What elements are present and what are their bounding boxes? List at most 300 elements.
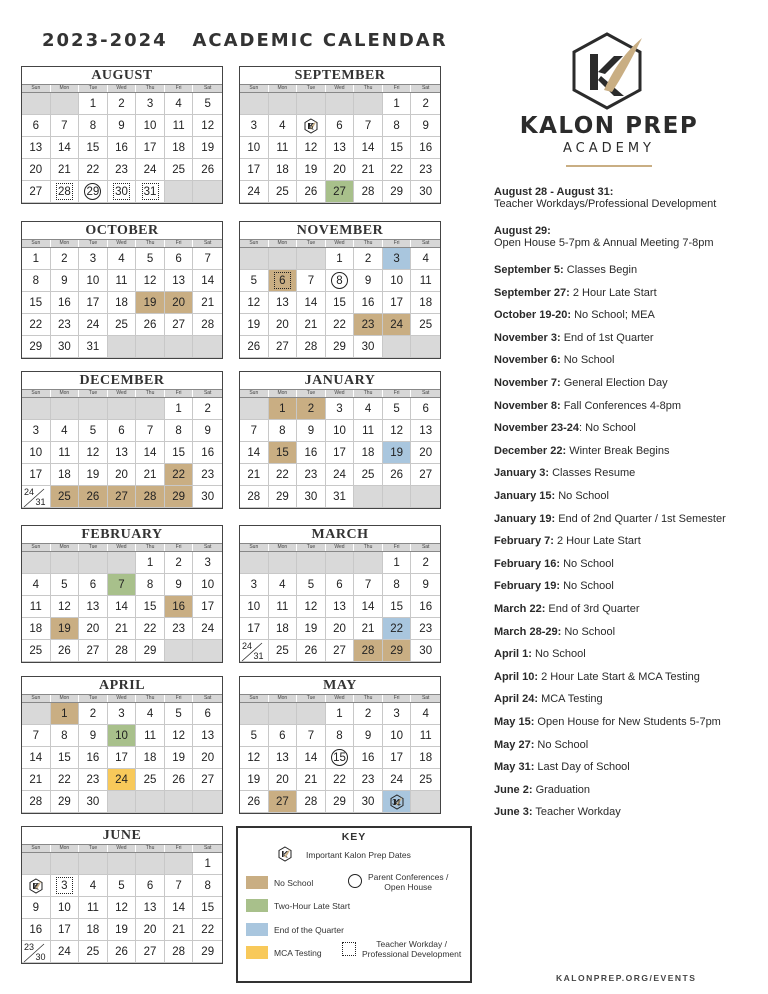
- empty-day-cell: [193, 791, 222, 813]
- day-cell: 24: [108, 769, 137, 791]
- empty-day-cell: [240, 93, 269, 115]
- day-cell: 26: [383, 464, 412, 486]
- day-cell: 14: [165, 897, 194, 919]
- day-cell: 27: [269, 791, 298, 813]
- event-item: February 19: No School: [494, 580, 614, 593]
- day-cell: 18: [51, 464, 80, 486]
- day-cell: 10: [79, 270, 108, 292]
- day-cell: 22: [326, 769, 355, 791]
- month-name: AUGUST: [91, 68, 153, 83]
- weekday-label: Sun: [240, 695, 269, 702]
- month-name: MAY: [323, 678, 357, 693]
- day-cell: 23: [193, 464, 222, 486]
- day-cell: 16: [297, 442, 326, 464]
- day-cell: 27: [22, 181, 51, 203]
- day-cell: 16: [79, 747, 108, 769]
- day-cell: 5: [136, 248, 165, 270]
- day-cell: 24: [79, 314, 108, 336]
- day-cell: 27: [79, 640, 108, 662]
- weekday-label: Wed: [108, 845, 137, 852]
- weekday-label: Sat: [203, 85, 212, 91]
- day-cell: 11: [51, 442, 80, 464]
- day-cell: 29: [383, 181, 412, 203]
- event-item: December 22: Winter Break Begins: [494, 444, 670, 457]
- empty-day-cell: [165, 181, 194, 203]
- day-cell: 31: [79, 336, 108, 358]
- weekday-header: [240, 84, 440, 93]
- weekday-label: Thu: [136, 544, 165, 551]
- day-cell: 11: [22, 596, 51, 618]
- day-cell: 10: [136, 115, 165, 137]
- day-cell: 16: [411, 596, 440, 618]
- day-cell: 29: [326, 791, 355, 813]
- empty-day-cell: [269, 93, 298, 115]
- day-cell: 5: [51, 574, 80, 596]
- day-cell: 26: [297, 640, 326, 662]
- day-cell: 16: [165, 596, 194, 618]
- day-cell: 27: [108, 486, 137, 508]
- weekday-header: [22, 543, 222, 552]
- day-cell: 13: [79, 596, 108, 618]
- day-cell: 6: [269, 725, 298, 747]
- weekday-label: Fri: [383, 85, 412, 92]
- day-cell: 7: [297, 270, 326, 292]
- day-cell: 20: [165, 292, 194, 314]
- weekday-label: Tue: [297, 85, 326, 92]
- day-cell: 9: [22, 897, 51, 919]
- day-cell: 17: [326, 442, 355, 464]
- day-cell: 19: [297, 159, 326, 181]
- empty-day-cell: [411, 791, 440, 813]
- day-cell: 9: [108, 115, 137, 137]
- day-cell: 26: [240, 336, 269, 358]
- month-december: [21, 371, 223, 509]
- day-cell: 29: [193, 941, 222, 963]
- day-cell: 19: [297, 618, 326, 640]
- weekday-label: Sun: [22, 85, 51, 92]
- day-cell: 22: [383, 618, 412, 640]
- weekday-header: [22, 694, 222, 703]
- day-cell: 2: [297, 398, 326, 420]
- day-cell: 9: [165, 574, 194, 596]
- day-cell: 22: [383, 159, 412, 181]
- day-cell: 3: [240, 115, 269, 137]
- day-cell: 17: [240, 159, 269, 181]
- day-cell: 10: [51, 897, 80, 919]
- day-cell: 29: [51, 791, 80, 813]
- empty-day-cell: [165, 853, 194, 875]
- day-cell: 5: [108, 875, 137, 897]
- empty-day-cell: [240, 398, 269, 420]
- event-item: May 31: Last Day of School: [494, 761, 630, 774]
- weekday-label: Sat: [203, 240, 212, 246]
- month-june: [21, 826, 223, 964]
- event-item: March 22: End of 3rd Quarter: [494, 603, 640, 615]
- weekday-label: Mon: [51, 845, 80, 852]
- day-cell: 14: [108, 596, 137, 618]
- weekday-label: Fri: [165, 845, 194, 852]
- day-cell: 1: [51, 703, 80, 725]
- day-cell: 5: [297, 115, 326, 137]
- day-cell: 18: [22, 618, 51, 640]
- day-cell: 12: [383, 420, 412, 442]
- day-cell: 14: [22, 747, 51, 769]
- day-cell: 23: [354, 314, 383, 336]
- weekday-label: Sun: [240, 240, 269, 247]
- event-item: January 19: End of 2nd Quarter / 1st Semester: [494, 512, 726, 525]
- day-cell: 15: [22, 292, 51, 314]
- empty-day-cell: [411, 336, 440, 358]
- day-cell: 28: [297, 336, 326, 358]
- weekday-label: Sun: [22, 695, 51, 702]
- day-cell: 30: [108, 181, 137, 203]
- day-cell: 24: [136, 159, 165, 181]
- weekday-header: [22, 389, 222, 398]
- day-cell: 22: [51, 769, 80, 791]
- weekday-label: Mon: [269, 85, 298, 92]
- day-cell: 26: [297, 181, 326, 203]
- day-cell: 14: [354, 137, 383, 159]
- event-item: November 23-24: No School: [494, 422, 636, 435]
- day-cell: 22: [165, 464, 194, 486]
- day-cell: 6: [136, 875, 165, 897]
- day-cell: 17: [193, 596, 222, 618]
- day-cell: 7: [354, 115, 383, 137]
- empty-day-cell: [108, 398, 137, 420]
- day-cell: 10: [22, 442, 51, 464]
- day-cell: 3: [383, 248, 412, 270]
- day-cell: 28: [51, 181, 80, 203]
- empty-day-cell: [297, 703, 326, 725]
- day-cell: 9: [297, 420, 326, 442]
- weekday-label: Thu: [354, 544, 383, 551]
- day-cell: 11: [165, 115, 194, 137]
- day-cell: 18: [354, 442, 383, 464]
- day-cell: 18: [411, 292, 440, 314]
- day-cell: 29: [79, 181, 108, 203]
- day-cell: 15: [79, 137, 108, 159]
- day-cell: 10: [326, 420, 355, 442]
- weekday-label: Mon: [269, 544, 298, 551]
- empty-day-cell: [136, 853, 165, 875]
- empty-day-cell: [383, 336, 412, 358]
- day-cell-split: 23 30: [22, 941, 51, 963]
- day-cell: 14: [297, 292, 326, 314]
- event-item: March 28-29: No School: [494, 625, 616, 638]
- day-cell: 30: [79, 791, 108, 813]
- day-cell: 9: [411, 574, 440, 596]
- month-name: NOVEMBER: [296, 223, 384, 238]
- day-cell: 19: [51, 618, 80, 640]
- day-cell: 3: [136, 93, 165, 115]
- day-cell: 17: [79, 292, 108, 314]
- weekday-label: Tue: [297, 390, 326, 397]
- day-cell: 18: [79, 919, 108, 941]
- day-cell: 28: [22, 791, 51, 813]
- day-cell: 16: [22, 919, 51, 941]
- weekday-label: Fri: [165, 240, 194, 247]
- key-end-quarter-swatch: [246, 923, 268, 936]
- day-cell: 12: [165, 725, 194, 747]
- day-cell: 30: [411, 181, 440, 203]
- day-cell: 23: [411, 618, 440, 640]
- day-cell: 8: [326, 270, 355, 292]
- day-cell: 15: [269, 442, 298, 464]
- day-cell: 21: [22, 769, 51, 791]
- day-cell: 7: [193, 248, 222, 270]
- empty-day-cell: [136, 336, 165, 358]
- day-cell: 21: [297, 769, 326, 791]
- weekday-label: Sat: [421, 695, 430, 701]
- day-cell: 9: [411, 115, 440, 137]
- day-cell: 14: [136, 442, 165, 464]
- day-cell: 8: [51, 725, 80, 747]
- day-cell: 11: [136, 725, 165, 747]
- day-cell: 4: [411, 703, 440, 725]
- day-cell: 11: [79, 897, 108, 919]
- weekday-label: Sat: [203, 845, 212, 851]
- day-cell: 14: [354, 596, 383, 618]
- day-cell: 12: [240, 747, 269, 769]
- month-february: [21, 525, 223, 663]
- weekday-label: Sun: [240, 85, 269, 92]
- empty-day-cell: [193, 181, 222, 203]
- weekday-label: Fri: [165, 544, 194, 551]
- day-cell: 29: [165, 486, 194, 508]
- page-title: 2023-2024 ACADEMIC CALENDAR: [42, 30, 448, 51]
- empty-day-cell: [297, 552, 326, 574]
- day-cell: 6: [165, 248, 194, 270]
- day-cell: 5: [165, 703, 194, 725]
- day-cell: 4: [354, 398, 383, 420]
- day-cell: 15: [51, 747, 80, 769]
- event-item: November 7: General Election Day: [494, 377, 668, 389]
- month-march: [239, 525, 441, 663]
- day-cell: 8: [383, 574, 412, 596]
- day-cell: 25: [411, 314, 440, 336]
- day-cell-split: 24 31: [22, 486, 51, 508]
- empty-day-cell: [22, 93, 51, 115]
- day-cell: 3: [383, 703, 412, 725]
- day-cell: 23: [411, 159, 440, 181]
- weekday-label: Mon: [51, 390, 80, 397]
- day-cell: 8: [79, 115, 108, 137]
- event-item: April 10: 2 Hour Late Start & MCA Testing: [494, 670, 700, 683]
- day-cell: 17: [108, 747, 137, 769]
- day-cell: 9: [354, 270, 383, 292]
- weekday-label: Thu: [136, 845, 165, 852]
- day-cell: 19: [240, 314, 269, 336]
- day-cell: 17: [51, 919, 80, 941]
- key-dotted-box-icon: [342, 942, 356, 956]
- month-april: [21, 676, 223, 814]
- day-cell: 7: [165, 875, 194, 897]
- day-cell: 10: [383, 725, 412, 747]
- event-item: September 27: 2 Hour Late Start: [494, 286, 657, 299]
- day-cell: 8: [193, 875, 222, 897]
- day-cell: 6: [326, 115, 355, 137]
- weekday-header: [22, 84, 222, 93]
- weekday-label: Tue: [79, 544, 108, 551]
- day-cell: 16: [411, 137, 440, 159]
- empty-day-cell: [269, 552, 298, 574]
- weekday-label: Wed: [108, 544, 137, 551]
- day-cell: 13: [326, 137, 355, 159]
- empty-day-cell: [51, 853, 80, 875]
- day-cell: 15: [136, 596, 165, 618]
- day-cell: 14: [51, 137, 80, 159]
- day-cell: 6: [269, 270, 298, 292]
- event-item: November 8: Fall Conferences 4-8pm: [494, 399, 682, 412]
- event-item: August 28 - August 31: Teacher Workdays/Professional Development: [494, 186, 717, 210]
- empty-day-cell: [136, 398, 165, 420]
- day-cell: 25: [79, 941, 108, 963]
- day-cell: 8: [136, 574, 165, 596]
- day-cell: 1: [22, 248, 51, 270]
- day-cell: 28: [297, 791, 326, 813]
- day-cell: 12: [297, 596, 326, 618]
- day-cell: 23: [354, 769, 383, 791]
- day-cell: 19: [136, 292, 165, 314]
- empty-day-cell: [354, 552, 383, 574]
- day-cell: 20: [193, 747, 222, 769]
- day-cell: 4: [136, 703, 165, 725]
- weekday-label: Mon: [269, 240, 298, 247]
- day-cell: 22: [326, 314, 355, 336]
- weekday-label: Wed: [326, 390, 355, 397]
- day-cell: 4: [269, 574, 298, 596]
- key-workday-label: Teacher Workday / Professional Development: [362, 939, 462, 959]
- weekday-label: Sun: [240, 544, 269, 551]
- day-cell: 31: [326, 486, 355, 508]
- day-cell: 13: [411, 420, 440, 442]
- weekday-label: Wed: [108, 390, 137, 397]
- day-cell: 12: [108, 897, 137, 919]
- weekday-label: Sat: [421, 85, 430, 91]
- weekday-header: [240, 694, 440, 703]
- day-cell: 2: [79, 703, 108, 725]
- day-cell: 2: [51, 248, 80, 270]
- kalon-date-icon: [278, 846, 292, 862]
- weekday-label: Fri: [165, 695, 194, 702]
- day-cell: 3: [326, 398, 355, 420]
- weekday-label: Wed: [326, 240, 355, 247]
- day-cell: 14: [297, 747, 326, 769]
- weekday-label: Mon: [51, 695, 80, 702]
- day-cell: 20: [326, 618, 355, 640]
- weekday-label: Thu: [354, 85, 383, 92]
- day-cell: 28: [136, 486, 165, 508]
- event-item: November 3: End of 1st Quarter: [494, 331, 654, 344]
- day-cell: 26: [136, 314, 165, 336]
- day-cell: 24: [240, 181, 269, 203]
- day-cell: 1: [383, 93, 412, 115]
- weekday-label: Mon: [269, 695, 298, 702]
- day-cell: 5: [79, 420, 108, 442]
- day-cell: 8: [326, 725, 355, 747]
- day-cell: 30: [354, 791, 383, 813]
- day-cell: 13: [326, 596, 355, 618]
- day-cell: 26: [79, 486, 108, 508]
- day-cell: 22: [269, 464, 298, 486]
- event-item: April 1: No School: [494, 648, 586, 661]
- empty-day-cell: [79, 398, 108, 420]
- empty-day-cell: [240, 703, 269, 725]
- day-cell: 22: [79, 159, 108, 181]
- empty-day-cell: [22, 398, 51, 420]
- weekday-label: Thu: [354, 390, 383, 397]
- day-cell: 18: [411, 747, 440, 769]
- weekday-label: Tue: [297, 695, 326, 702]
- day-cell: 5: [383, 398, 412, 420]
- day-cell: 6: [79, 574, 108, 596]
- day-cell: 24: [326, 464, 355, 486]
- empty-day-cell: [269, 703, 298, 725]
- day-cell: 21: [193, 292, 222, 314]
- day-cell: 7: [136, 420, 165, 442]
- empty-day-cell: [79, 853, 108, 875]
- empty-day-cell: [51, 552, 80, 574]
- day-cell: 3: [193, 552, 222, 574]
- empty-day-cell: [411, 486, 440, 508]
- weekday-label: Wed: [108, 240, 137, 247]
- empty-day-cell: [165, 791, 194, 813]
- website-link[interactable]: KALONPREP.ORG/EVENTS: [556, 973, 697, 983]
- day-cell: 2: [165, 552, 194, 574]
- day-cell: 27: [165, 314, 194, 336]
- day-cell: 12: [79, 442, 108, 464]
- empty-day-cell: [79, 552, 108, 574]
- key-title: KEY: [341, 831, 367, 843]
- day-cell: 21: [136, 464, 165, 486]
- day-cell: 31: [383, 791, 412, 813]
- empty-day-cell: [165, 640, 194, 662]
- day-cell-split: 24 31: [240, 640, 269, 662]
- event-item: June 3: Teacher Workday: [494, 806, 621, 819]
- day-cell: 4: [411, 248, 440, 270]
- day-cell: 25: [165, 159, 194, 181]
- empty-day-cell: [297, 93, 326, 115]
- day-cell: 23: [297, 464, 326, 486]
- day-cell: 18: [108, 292, 137, 314]
- day-cell: 27: [136, 941, 165, 963]
- day-cell: 12: [240, 292, 269, 314]
- day-cell: 25: [51, 486, 80, 508]
- day-cell: 7: [354, 574, 383, 596]
- day-cell: 29: [269, 486, 298, 508]
- weekday-label: Sun: [22, 544, 51, 551]
- weekday-label: Mon: [51, 85, 80, 92]
- day-cell: 19: [79, 464, 108, 486]
- day-cell: 17: [383, 747, 412, 769]
- day-cell: 29: [22, 336, 51, 358]
- day-cell: 26: [51, 640, 80, 662]
- empty-day-cell: [165, 336, 194, 358]
- weekday-label: Fri: [165, 85, 194, 92]
- day-cell: 1: [326, 248, 355, 270]
- day-cell: 14: [193, 270, 222, 292]
- day-cell: 11: [354, 420, 383, 442]
- day-cell: 15: [326, 747, 355, 769]
- day-cell: 19: [108, 919, 137, 941]
- day-cell: 20: [108, 464, 137, 486]
- event-item: February 7: 2 Hour Late Start: [494, 535, 641, 548]
- month-august: [21, 66, 223, 204]
- day-cell: 20: [326, 159, 355, 181]
- weekday-label: Sun: [22, 390, 51, 397]
- day-cell: 6: [411, 398, 440, 420]
- month-name: JANUARY: [304, 373, 376, 388]
